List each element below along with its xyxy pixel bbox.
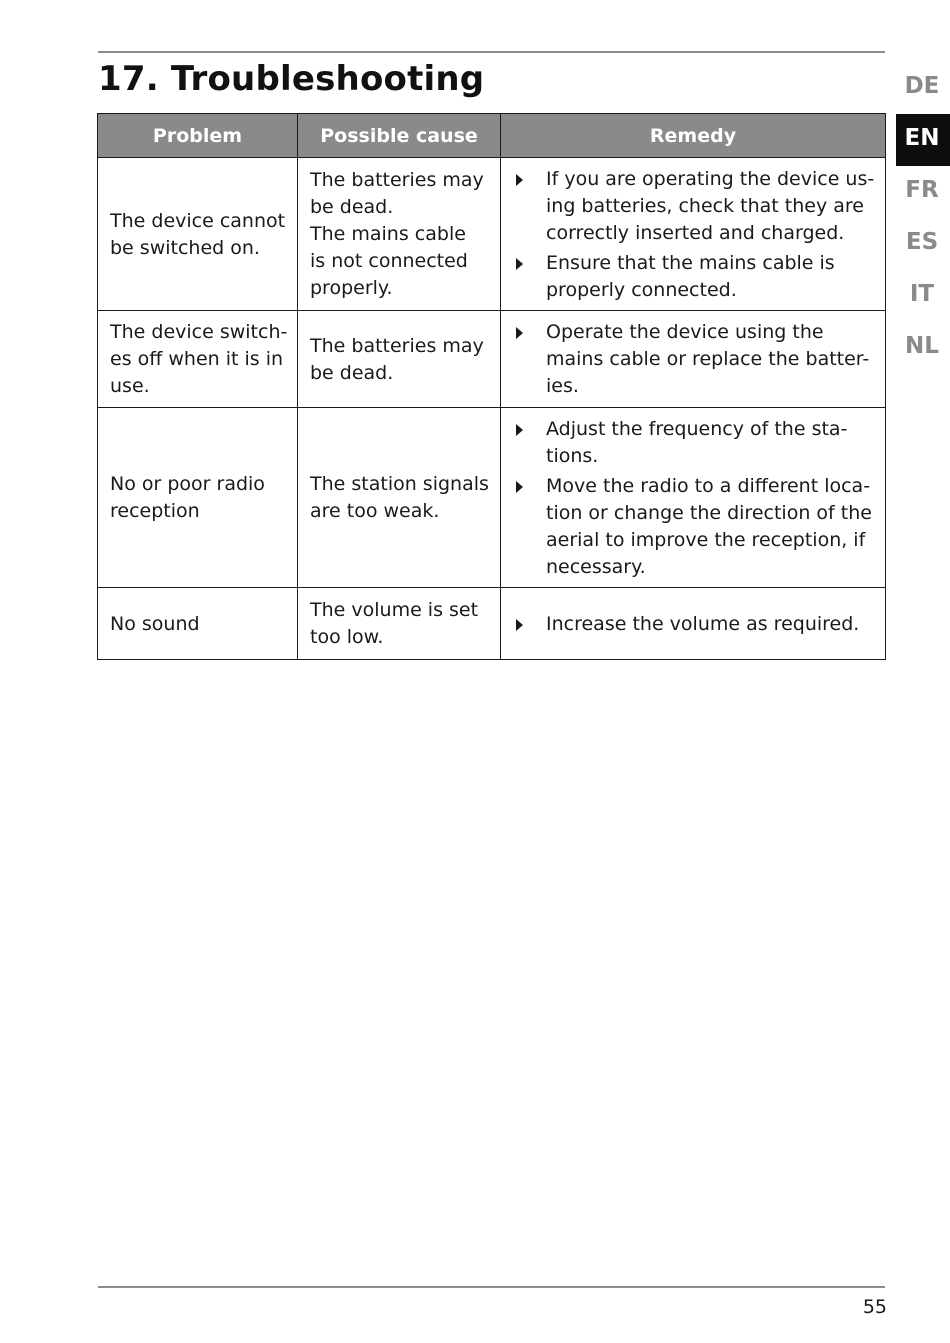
problem-text: The device switch-	[110, 321, 288, 343]
cause-cell	[298, 408, 501, 588]
problem-cell	[98, 311, 298, 408]
problem-cell	[98, 588, 298, 660]
language-tabs	[896, 62, 950, 374]
cause-text: too low.	[310, 626, 384, 648]
remedy-text: mains cable or replace the batter-	[546, 348, 870, 370]
remedy-text: Adjust the frequency of the sta-	[546, 417, 848, 440]
problem-text: be switched on.	[110, 236, 260, 259]
cause-text: properly.	[310, 277, 393, 299]
triangle-right-icon	[516, 258, 523, 270]
remedy-text: tion or change the direction of the	[546, 501, 872, 524]
cause-text: The station signals	[310, 473, 489, 495]
remedy-text: Increase the volume as required.	[546, 612, 860, 635]
remedy-item	[513, 611, 875, 638]
remedy-cell	[501, 158, 886, 311]
cause-text: The mains cable	[310, 223, 466, 245]
cause-text: be dead.	[310, 196, 394, 218]
remedy-item	[513, 319, 875, 400]
remedy-item	[513, 473, 875, 581]
header-problem: Problem	[98, 114, 298, 158]
language-tab-nl[interactable]: NL	[905, 333, 939, 359]
table-row	[98, 408, 886, 588]
page-title: 17. Troubleshooting	[98, 59, 485, 99]
table-row	[98, 311, 886, 408]
remedy-text: ies.	[546, 375, 579, 397]
triangle-right-icon	[516, 424, 523, 436]
cause-cell	[298, 588, 501, 660]
cause-text: The batteries may	[310, 169, 484, 191]
language-tab-it[interactable]: IT	[909, 281, 935, 307]
problem-text: No sound	[110, 612, 200, 635]
problem-text: use.	[110, 375, 150, 397]
remedy-text: correctly inserted and charged.	[546, 221, 845, 244]
language-tab-es[interactable]: ES	[905, 229, 939, 255]
table-header-row	[98, 114, 886, 158]
cause-text: The volume is set	[310, 599, 479, 621]
triangle-right-icon	[516, 481, 523, 493]
remedy-text: aerial to improve the reception, if	[546, 528, 866, 551]
remedy-text: Operate the device using the	[546, 321, 824, 343]
problem-cell	[98, 158, 298, 311]
cause-text: be dead.	[310, 361, 394, 384]
remedy-cell	[501, 311, 886, 408]
remedy-text: Ensure that the mains cable is	[546, 251, 835, 274]
remedy-text: Move the radio to a different loca-	[546, 474, 871, 497]
problem-text: es off when it is in	[110, 348, 284, 370]
language-tab-de[interactable]: DE	[904, 73, 940, 99]
cause-cell	[298, 311, 501, 408]
remedy-item	[513, 416, 875, 470]
remedy-item	[513, 166, 875, 247]
triangle-right-icon	[516, 174, 523, 186]
header-remedy: Remedy	[501, 114, 886, 158]
problem-text: The device cannot	[110, 209, 286, 232]
page-number: 55	[862, 1296, 887, 1318]
remedy-cell	[501, 408, 886, 588]
table-row	[98, 158, 886, 311]
problem-cell	[98, 408, 298, 588]
remedy-text: ing batteries, check that they are	[546, 194, 864, 217]
cause-text: are too weak.	[310, 500, 440, 522]
top-rule	[98, 51, 885, 53]
cause-cell	[298, 158, 501, 311]
remedy-item	[513, 250, 875, 304]
header-possible-cause: Possible cause	[298, 114, 501, 158]
remedy-text: properly connected.	[546, 278, 737, 301]
remedy-text: tions.	[546, 444, 599, 467]
remedy-cell	[501, 588, 886, 660]
triangle-right-icon	[516, 619, 523, 631]
troubleshooting-table	[97, 113, 886, 660]
problem-text: reception	[110, 500, 200, 522]
problem-text: No or poor radio	[110, 473, 265, 495]
language-tab-fr[interactable]: FR	[905, 177, 939, 203]
language-tab-en[interactable]: EN	[896, 114, 950, 166]
triangle-right-icon	[516, 327, 523, 339]
bottom-rule	[98, 1286, 885, 1288]
remedy-text: necessary.	[546, 555, 646, 578]
cause-text: The batteries may	[310, 334, 484, 357]
table-row	[98, 588, 886, 660]
cause-text: is not connected	[310, 250, 468, 272]
remedy-text: If you are operating the device us-	[546, 167, 875, 190]
